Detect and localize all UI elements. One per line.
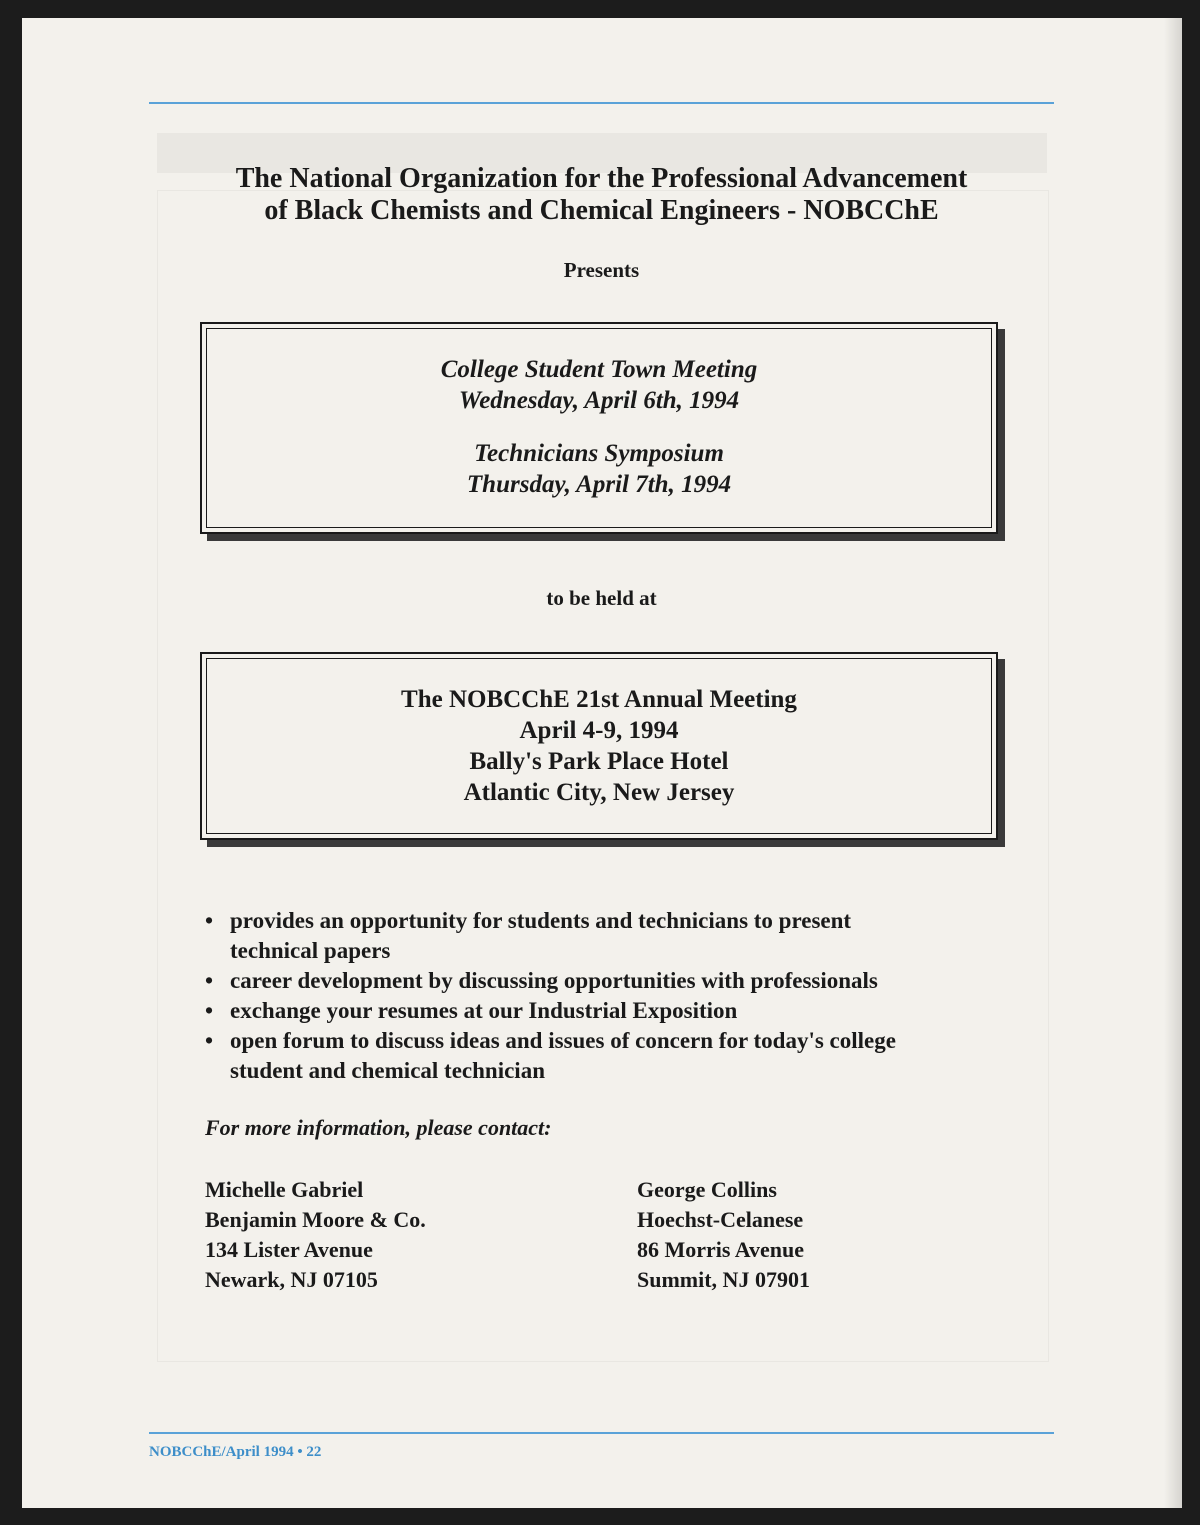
list-item [205,1026,1005,1086]
list-item-line: student and chemical technician [230,1058,545,1083]
contact-street: 86 Morris Avenue [637,1237,805,1262]
bullet-icon: • [205,998,214,1023]
annual-meeting-block [202,684,996,808]
list-item-line: open forum to discuss ideas and issues of concern for today's college [230,1028,896,1053]
meeting-venue: Bally's Park Place Hotel [469,748,729,775]
town-meeting-block [202,354,996,416]
symposium-date: Thursday, April 7th, 1994 [466,471,732,498]
benefits-list [205,906,1005,1086]
meeting-dates: April 4-9, 1994 [519,717,679,744]
held-at-label: to be held at [546,586,657,610]
contact-org: Benjamin Moore & Co. [205,1207,426,1232]
events-box [200,322,998,534]
list-item [205,996,1005,1026]
contact-george-collins [637,1175,810,1295]
bullet-icon: • [205,908,214,933]
top-rule [149,102,1054,104]
list-item-line: career development by discussing opportunities with professionals [230,968,878,993]
meeting-city: Atlantic City, New Jersey [463,779,735,806]
contact-city: Newark, NJ 07105 [205,1267,378,1292]
annual-meeting-box [200,652,998,840]
page-edge-shadow [1164,18,1182,1508]
meeting-name: The NOBCChE 21st Annual Meeting [401,686,797,713]
list-item-line: exchange your resumes at our Industrial Exposition [230,998,738,1023]
bottom-rule [149,1432,1054,1434]
organization-title [149,163,1054,227]
page-footer: NOBCChE/April 1994 • 22 [149,1444,322,1460]
symposium-title: Technicians Symposium [474,440,724,467]
list-item-line: technical papers [230,938,391,963]
contact-street: 134 Lister Avenue [205,1237,373,1262]
contact-org: Hoechst-Celanese [637,1207,804,1232]
bullet-icon: • [205,1028,214,1053]
contact-name: Michelle Gabriel [205,1177,364,1202]
town-meeting-date: Wednesday, April 6th, 1994 [458,387,740,414]
bullet-icon: • [205,968,214,993]
symposium-block [202,438,996,500]
contact-michelle-gabriel [205,1175,426,1295]
contact-city: Summit, NJ 07901 [637,1267,810,1292]
contact-name: George Collins [637,1177,777,1202]
contact-heading: For more information, please contact: [205,1115,552,1140]
town-meeting-title: College Student Town Meeting [440,356,758,383]
title-line-1: The National Organization for the Professional Advancement [235,163,968,194]
list-item [205,966,1005,996]
title-line-2: of Black Chemists and Chemical Engineers - NOBCChE [264,195,939,226]
document-page [22,18,1182,1508]
list-item [205,906,1005,966]
list-item-line: provides an opportunity for students and technicians to present [230,908,852,933]
presents-label: Presents [563,258,640,282]
